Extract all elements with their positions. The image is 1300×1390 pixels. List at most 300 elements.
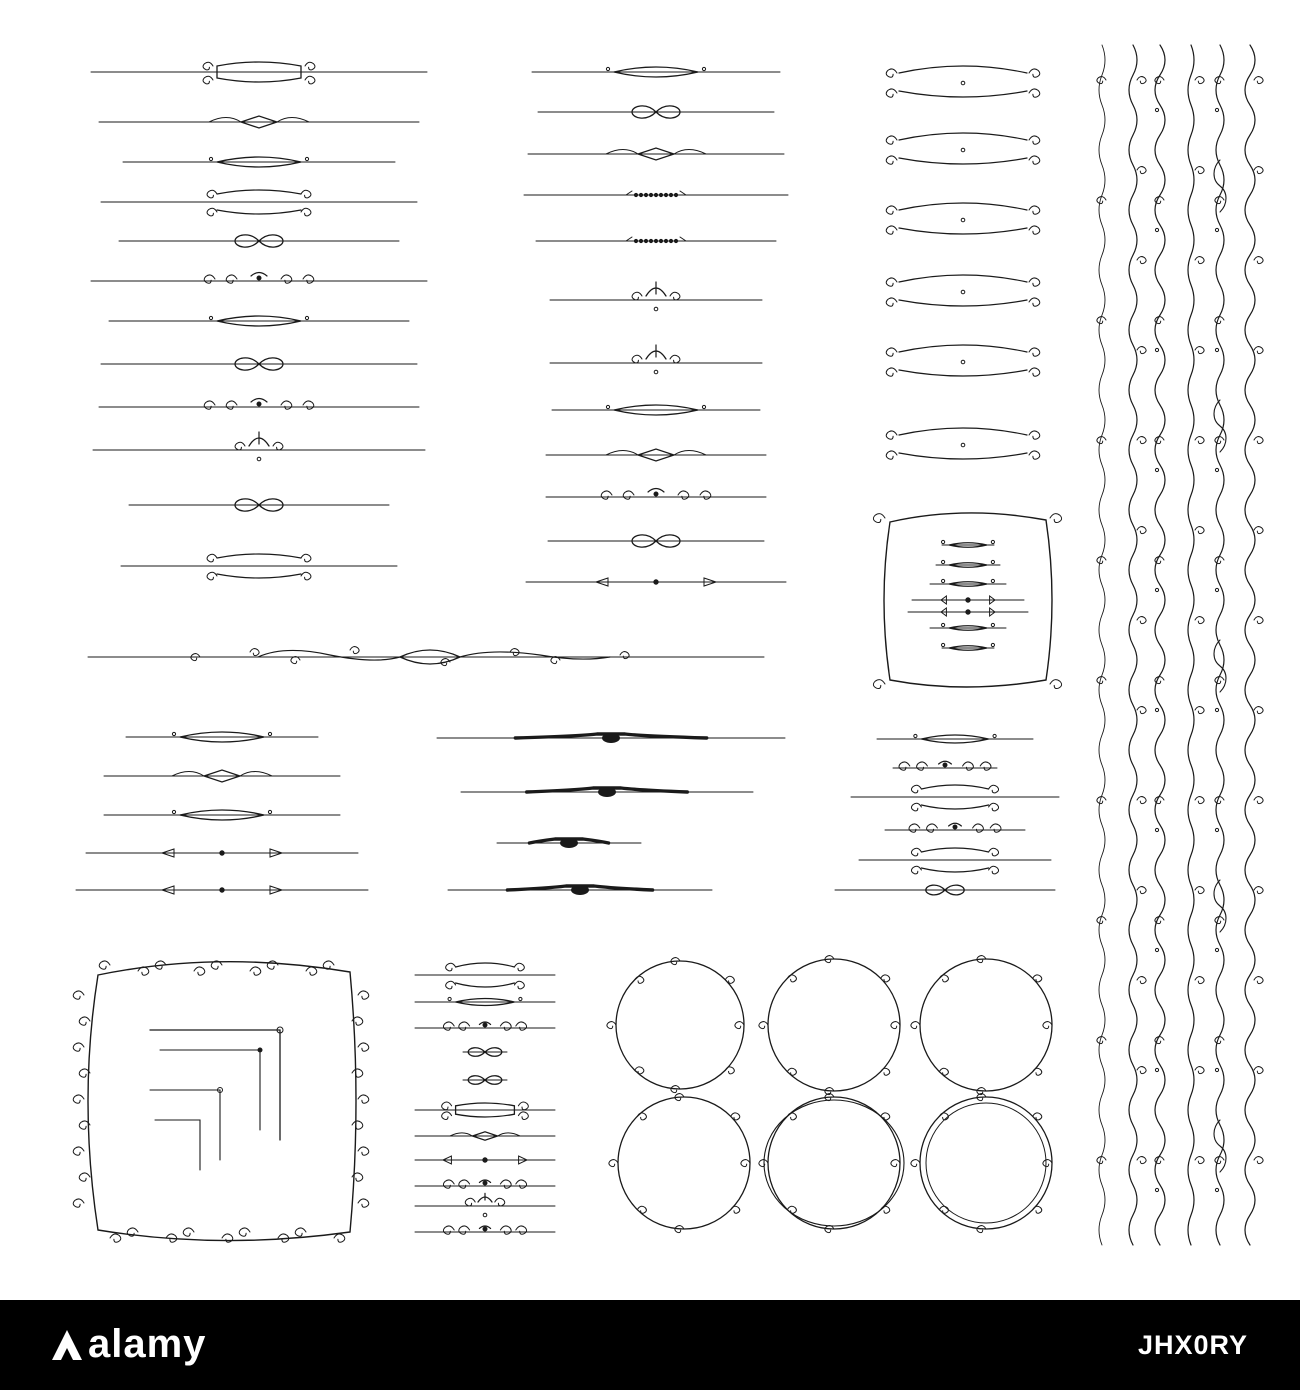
ornament-stroke [217, 190, 301, 194]
ornament-stroke [1137, 617, 1146, 624]
ornament-stroke [881, 1068, 890, 1075]
ornament-stroke [99, 961, 110, 969]
divider-ornament [936, 560, 1000, 567]
ornament-stroke [358, 1095, 369, 1103]
ornament-stroke [495, 1198, 505, 1206]
ornament-stroke [465, 1198, 475, 1206]
ornament-stroke [207, 554, 217, 562]
ornament-dot [991, 560, 994, 563]
circle-frame [759, 956, 900, 1095]
ornament-stroke [1214, 640, 1226, 692]
ornament-stroke [209, 118, 241, 123]
ornament-stroke [678, 491, 689, 499]
ornament-knot [560, 838, 578, 848]
stacked-ornament [886, 203, 1040, 234]
ornament-stroke [194, 967, 205, 975]
ornament-stroke [358, 1199, 369, 1207]
ornament-stroke [973, 824, 984, 832]
ornament-stroke [207, 572, 217, 580]
ornament-stroke [138, 967, 149, 975]
divider-ornament [532, 67, 780, 77]
ornament-dot [1155, 948, 1158, 951]
ornament-dot [644, 193, 647, 196]
divider-ornament [415, 997, 555, 1005]
logo-triangle-icon [52, 1330, 82, 1360]
ornament-dot [305, 157, 308, 160]
ornament-stroke [1029, 368, 1040, 376]
divider-ornament [104, 770, 340, 782]
ornament-stroke [456, 983, 515, 987]
ornament-stroke [73, 991, 84, 999]
ornament-stroke [1137, 257, 1146, 264]
ornament-stroke [295, 1228, 306, 1236]
ornament-stroke [886, 451, 897, 459]
ornament-dot [1155, 708, 1158, 711]
divider-ornament [104, 810, 340, 820]
ornament-stroke [891, 1160, 900, 1167]
circle-frame [607, 958, 744, 1093]
vertical-border [1097, 45, 1106, 1245]
ornament-stroke [607, 1022, 616, 1029]
ornament-dot [991, 540, 994, 543]
ornament-stroke [787, 975, 796, 982]
ornament-stroke [1029, 156, 1040, 164]
ornament-dot [991, 579, 994, 582]
ornament-dot [654, 580, 658, 584]
ornament-dot [1215, 1188, 1218, 1191]
ornament-stroke [442, 1102, 452, 1110]
ornament-stroke [881, 975, 890, 982]
ornament-stroke [886, 278, 897, 286]
ornament-stroke [1215, 557, 1224, 564]
ornament-stroke [73, 1043, 84, 1051]
divider-ornament [99, 116, 419, 128]
ornament-stroke [989, 866, 999, 874]
ornament-stroke [1029, 278, 1040, 286]
divider-ornament [930, 623, 1006, 630]
ornament-stroke [886, 368, 897, 376]
ornament-stroke [939, 1068, 948, 1075]
ornament-stroke [606, 451, 638, 456]
ornament-stroke [240, 772, 272, 777]
ornament-stroke [1137, 527, 1146, 534]
divider-ornament [129, 499, 389, 511]
ornament-stroke [203, 76, 213, 84]
ornament-stroke [459, 1022, 470, 1030]
ornament-dot [483, 1023, 487, 1027]
ornament-stroke [1215, 197, 1224, 204]
ornament-stroke [1215, 677, 1224, 684]
ornament-stroke [1254, 347, 1263, 354]
divider-ornament [415, 1156, 555, 1164]
ornament-stroke [623, 491, 634, 499]
divider-ornament [548, 535, 764, 547]
ornament-stroke [203, 62, 213, 70]
ornament-stroke [680, 237, 686, 241]
ornament-dot [943, 763, 947, 767]
divider-ornament [497, 838, 641, 848]
ornament-stroke [1129, 45, 1137, 1245]
ornament-stroke [1137, 887, 1146, 894]
ornament-stroke [891, 1022, 900, 1029]
ornament-stroke [741, 1160, 750, 1167]
ornament-stroke [989, 848, 999, 856]
ornament-stroke [1033, 1206, 1042, 1213]
ornament-stroke [909, 824, 920, 832]
ornament-dot [953, 825, 957, 829]
ornament-stroke [899, 762, 910, 770]
stacked-ornament [886, 275, 1040, 306]
alamy-logo [52, 1322, 206, 1367]
ornament-stroke [1254, 1157, 1263, 1164]
divider-ornament [536, 237, 776, 243]
large-square-frame [73, 961, 369, 1242]
ornament-stroke [1155, 917, 1164, 924]
ornament-dot [1155, 588, 1158, 591]
ornament-stroke [1215, 77, 1224, 84]
ornament-dot [961, 81, 965, 85]
ornament-dot [669, 239, 672, 242]
ornament-stroke [1254, 797, 1263, 804]
ornament-stroke [1195, 167, 1204, 174]
ornament-stroke [911, 803, 921, 811]
ornament-stroke [1029, 89, 1040, 97]
ornament-stroke [899, 158, 1027, 164]
ornament-stroke [735, 1022, 744, 1029]
ornament-stroke [1137, 977, 1146, 984]
ornament-stroke [917, 762, 928, 770]
ornament-stroke [1195, 527, 1204, 534]
ornament-stroke [1195, 1157, 1204, 1164]
circle-frame [759, 1094, 904, 1233]
ornament-stroke [731, 1206, 740, 1213]
vertical-border [1155, 45, 1165, 1245]
ornament-stroke [939, 1206, 948, 1213]
ornament-stroke [1155, 677, 1164, 684]
divider-ornament [851, 785, 1059, 811]
ornament-stroke [1029, 431, 1040, 439]
ornament-stroke [1155, 197, 1164, 204]
ornament-stroke [443, 1226, 454, 1234]
ornament-dot [634, 239, 637, 242]
ornament-stroke [899, 203, 1027, 210]
ornament-stroke [899, 428, 1027, 435]
divider-ornament [415, 1193, 555, 1216]
ornament-dot [258, 1048, 262, 1052]
divider-ornament [415, 1102, 555, 1119]
ornament-stroke [1137, 437, 1146, 444]
divider-ornament [437, 733, 785, 743]
divider-ornament [908, 608, 1028, 616]
circle-frame [609, 1094, 750, 1233]
divider-ornament [550, 345, 762, 374]
ornament-dot [991, 623, 994, 626]
ornament-dot [268, 810, 271, 813]
ornament-dot [966, 598, 970, 602]
ornament-stroke [1254, 77, 1263, 84]
divider-ornament [546, 449, 766, 461]
ornament-stroke [1254, 887, 1263, 894]
ornament-stroke [670, 355, 680, 363]
ornament-stroke [939, 1113, 948, 1120]
circular-frames [607, 956, 1052, 1233]
ornament-stroke [291, 657, 300, 664]
ornament-stroke [921, 785, 988, 789]
ornament-dot [639, 193, 642, 196]
ornament-dot [1215, 828, 1218, 831]
ornament-stroke [301, 572, 311, 580]
ornament-stroke [911, 1022, 920, 1029]
ornament-stroke [172, 772, 204, 777]
ornament-stroke [281, 401, 292, 409]
ornament-stroke [886, 431, 897, 439]
ornament-stroke [1155, 77, 1164, 84]
ornament-stroke [516, 1180, 527, 1188]
ornament-stroke [609, 1160, 618, 1167]
ornament-stroke [456, 963, 515, 967]
ornament-knot [602, 733, 620, 743]
stacked-ornament [886, 66, 1040, 97]
ornament-dot [966, 610, 970, 614]
ornament-stroke [1033, 1068, 1042, 1075]
ornament-dot [606, 67, 609, 70]
vertical-border [1245, 45, 1263, 1245]
ornament-stroke [1254, 527, 1263, 534]
ornament-dot [702, 67, 705, 70]
ornament-dot [654, 492, 658, 496]
ornament-stroke [1195, 887, 1204, 894]
divider-ornament [415, 1180, 555, 1188]
ornament-stroke [899, 370, 1027, 376]
ornament-stroke [899, 345, 1027, 352]
ornament-stroke [911, 848, 921, 856]
ornament-dot [483, 1227, 487, 1231]
ornament-stroke [963, 762, 974, 770]
divider-ornament [942, 643, 995, 650]
divider-ornament [86, 849, 358, 857]
ornament-knot [598, 787, 616, 797]
ornament-stroke [1254, 617, 1263, 624]
ornament-stroke [1195, 347, 1204, 354]
right-divider-stacks [886, 66, 1040, 459]
ornament-stroke [1155, 437, 1164, 444]
ornament-stroke [1195, 707, 1204, 714]
ornament-dot [942, 560, 945, 563]
ornament-dot [305, 316, 308, 319]
ornament-stroke [1029, 451, 1040, 459]
ornament-stroke [731, 1113, 740, 1120]
divider-ornament [552, 405, 760, 415]
ornament-stroke [911, 866, 921, 874]
stacked-ornament [886, 345, 1040, 376]
ornament-stroke [873, 680, 885, 689]
ornament-dot [993, 734, 996, 737]
ornament-stroke [674, 150, 706, 155]
ornament-dot [1215, 228, 1218, 231]
ornament-dot [644, 239, 647, 242]
divider-ornament [101, 190, 417, 216]
ornament-stroke [1195, 797, 1204, 804]
ornament-stroke [674, 451, 706, 456]
ornament-stroke [273, 442, 283, 450]
ornament-stroke [1029, 226, 1040, 234]
divider-ornament [101, 358, 417, 370]
stacked-ornament [886, 428, 1040, 459]
ornament-stroke [911, 1160, 920, 1167]
ornament-stroke [1215, 317, 1224, 324]
divider-ornament [99, 399, 419, 410]
ornament-stroke [1215, 917, 1224, 924]
ornament-stroke [1050, 514, 1062, 523]
ornament-stroke [323, 961, 334, 969]
divider-ornament [415, 963, 555, 989]
divider-ornament [415, 1022, 555, 1030]
ornament-dot [674, 193, 677, 196]
ornament-stroke [1155, 557, 1164, 564]
ornament-dot [942, 623, 945, 626]
ornament-stroke [620, 652, 629, 659]
ornament-stroke [1195, 437, 1204, 444]
ornament-dot [961, 290, 965, 294]
ornament-dot [639, 239, 642, 242]
ornament-stroke [725, 1067, 734, 1074]
ornament-stroke [204, 275, 215, 283]
ornament-stroke [637, 1113, 646, 1120]
ornament-dot [961, 443, 965, 447]
divider-ornament [912, 596, 1024, 604]
ornament-stroke [1137, 1067, 1146, 1074]
ornament-stroke [1195, 1067, 1204, 1074]
ornament-stroke [1137, 707, 1146, 714]
ornament-stroke [518, 1112, 528, 1120]
ornament-dot [674, 239, 677, 242]
ornament-stroke [251, 399, 267, 403]
ornament-stroke [301, 554, 311, 562]
ornament-stroke [1137, 797, 1146, 804]
ornament-stroke [442, 1112, 452, 1120]
ornament-stroke [217, 554, 301, 558]
ornament-dot [654, 307, 658, 311]
divider-ornament [121, 554, 397, 580]
divider-ornament [942, 540, 995, 547]
ornament-stroke [939, 975, 948, 982]
ornament-stroke [443, 1180, 454, 1188]
left-divider-column [91, 62, 427, 580]
ornament-stroke [670, 292, 680, 300]
ornament-dot [654, 239, 657, 242]
ornament-stroke [1195, 257, 1204, 264]
ornament-dot [483, 1181, 487, 1185]
small-square-frame [873, 513, 1061, 689]
ornament-stroke [301, 190, 311, 198]
ornament-stroke [881, 1206, 890, 1213]
ornament-dot [961, 148, 965, 152]
stacked-ornament [886, 133, 1040, 164]
ornament-stroke [207, 208, 217, 216]
ornament-dot [664, 193, 667, 196]
ornament-stroke [500, 1226, 511, 1234]
ornament-dot [961, 218, 965, 222]
ornament-stroke [251, 273, 267, 277]
ornament-stroke [1214, 160, 1226, 212]
ornament-stroke [500, 1022, 511, 1030]
ornament-stroke [1029, 348, 1040, 356]
ornament-dot [220, 888, 224, 892]
divider-ornament [859, 848, 1051, 874]
ornament-stroke [1155, 317, 1164, 324]
ornament-stroke [927, 824, 938, 832]
ornament-stroke [899, 275, 1027, 282]
ornament-stroke [635, 1067, 644, 1074]
ornament-stroke [150, 1090, 220, 1160]
divider-ornament [109, 316, 409, 326]
center-divider-stack [415, 963, 555, 1234]
ornament-stroke [250, 967, 261, 975]
ornament-dot [659, 239, 662, 242]
ornament-dot [942, 540, 945, 543]
ornament-stroke [899, 453, 1027, 459]
ornament-stroke [921, 868, 988, 872]
divider-ornament [463, 1076, 507, 1085]
divider-ornament [524, 191, 788, 197]
ornament-stroke [989, 785, 999, 793]
ornament-stroke [443, 1022, 454, 1030]
ornament-stroke [637, 1206, 646, 1213]
ornament-dot [1155, 468, 1158, 471]
ornament-stroke [352, 1121, 363, 1129]
ornament-stroke [886, 348, 897, 356]
ornament-dot [1215, 708, 1218, 711]
ornament-dot [257, 457, 261, 461]
ornament-dot [1155, 1188, 1158, 1191]
ornament-stroke [1137, 347, 1146, 354]
ornament-stroke [1043, 1022, 1052, 1029]
ornament-stroke [306, 967, 317, 975]
ornament-stroke [1216, 45, 1224, 1245]
ornament-stroke [632, 355, 642, 363]
divider-ornament [461, 787, 753, 797]
ornament-stroke [73, 1095, 84, 1103]
ornament-stroke [1050, 680, 1062, 689]
ornament-stroke [334, 1234, 345, 1242]
ornament-stroke [787, 1113, 796, 1120]
ornament-stroke [155, 1120, 200, 1170]
ornament-stroke [899, 228, 1027, 234]
ornament-stroke [1043, 1160, 1052, 1167]
ornament-stroke [1029, 206, 1040, 214]
ornament-dot [991, 643, 994, 646]
ornament-stroke [606, 150, 638, 155]
ornament-stroke [281, 275, 292, 283]
divider-ornament [91, 62, 427, 84]
middle-divider-column [524, 67, 788, 586]
ornament-dot [1215, 948, 1218, 951]
ornament-dot [1215, 468, 1218, 471]
ornament-dot [257, 276, 261, 280]
long-divider [88, 647, 764, 666]
divider-ornament [885, 823, 1025, 832]
ornament-stroke [725, 976, 734, 983]
circle-frame [911, 956, 1052, 1095]
ornament-stroke [759, 1022, 768, 1029]
ornament-dot [664, 239, 667, 242]
ornament-dot [649, 193, 652, 196]
ornament-stroke [648, 489, 664, 493]
ornament-stroke [1245, 45, 1255, 1245]
ornament-stroke [1137, 167, 1146, 174]
long-divider-ornament [88, 647, 764, 666]
ornament-stroke [1155, 1157, 1164, 1164]
